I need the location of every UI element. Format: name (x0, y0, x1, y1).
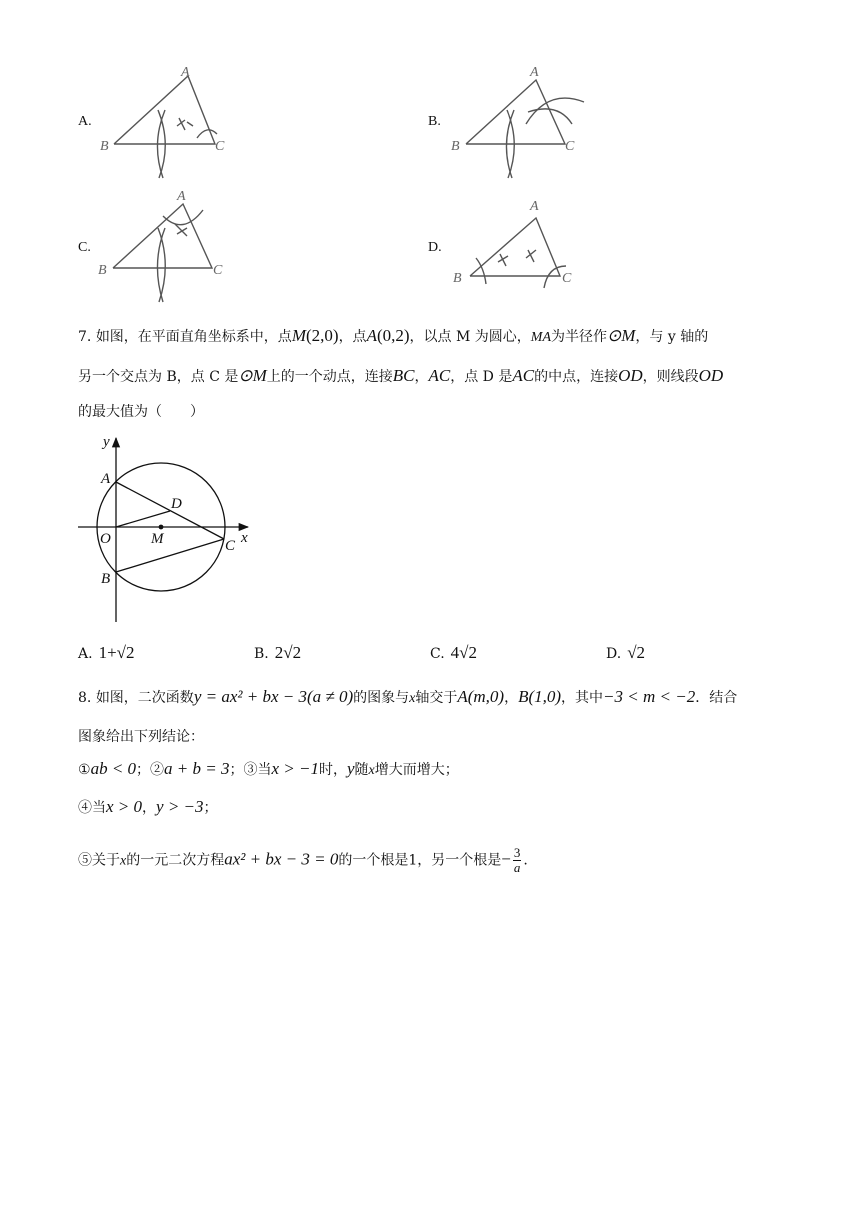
q7-math: MA (530, 330, 551, 345)
q7-text: ，则线段 (642, 369, 699, 385)
q7-math: ⊙M (607, 326, 636, 345)
q8-text: 如图，二次函数 (95, 690, 194, 706)
q7-text: 为半径作 (551, 329, 607, 345)
q8-line1 (78, 687, 737, 709)
q8-text: ④当 (78, 800, 106, 816)
vertex-c: C (213, 263, 223, 278)
q8-math: −3 < m < −2 (603, 687, 696, 706)
q8-math: a + b = 3 (164, 759, 230, 778)
q7-math: A (366, 326, 377, 345)
q7-math: M (291, 326, 306, 345)
q7-text: ，与 y 轴的 (635, 329, 709, 345)
point-d-label: D (171, 496, 182, 512)
q7-figure (76, 432, 266, 624)
option-b-figure (448, 62, 588, 182)
option-c-label[interactable]: C. (78, 240, 91, 255)
q8-text: ，其中 (561, 690, 604, 706)
vertex-a: A (530, 65, 539, 80)
q8-conclusions-1-3 (78, 759, 459, 781)
point-a-label: A (101, 471, 111, 487)
q8-text: ； (136, 762, 151, 778)
option-a-figure (95, 62, 235, 182)
q8-math: y (347, 759, 355, 778)
option-label: B. (254, 646, 269, 662)
q8-text: 的图象与 (353, 690, 410, 706)
q7-option-d[interactable] (606, 643, 645, 663)
q7-option-b[interactable] (254, 643, 301, 663)
q8-text: 时， (319, 762, 347, 778)
point-b-label: B (101, 571, 111, 587)
q8-math: A(m,0) (457, 687, 505, 706)
q8-conclusion-5 (78, 846, 528, 875)
q7-text: 的中点，连接 (534, 369, 619, 385)
q7-text: ， (414, 369, 429, 385)
q7-math: (2,0) (305, 326, 339, 345)
q8-text: ， (504, 690, 519, 706)
q8-text: 轴交于 (415, 690, 458, 706)
axis-x-label: x (241, 530, 248, 546)
q7-math: (0,2) (376, 326, 410, 345)
q8-text: ， (142, 800, 157, 816)
vertex-c: C (562, 271, 572, 286)
q7-math: BC (392, 366, 415, 385)
q8-text: ．结合 (695, 690, 738, 706)
q8-text: 增大而增大； (374, 762, 459, 778)
q8-math: y > −3 (156, 797, 204, 816)
q7-text: 上的一个动点，连接 (266, 369, 393, 385)
option-label: C. (430, 646, 445, 662)
vertex-a: A (530, 199, 539, 214)
fraction (513, 846, 522, 875)
option-label: D. (606, 646, 622, 662)
q8-text: . (523, 852, 528, 869)
vertex-b: B (98, 263, 107, 278)
q7-math: AC (428, 366, 451, 385)
q8-text: ； (203, 800, 218, 816)
option-b-label[interactable]: B. (428, 114, 441, 129)
q7-text: 如图，在平面直角坐标系中，点 (95, 329, 292, 345)
q8-text: 随 (354, 762, 369, 778)
q8-text: ① (78, 762, 91, 778)
q8-math: ab < 0 (90, 759, 137, 778)
point-m-label: M (151, 531, 164, 547)
q8-math: − (501, 849, 511, 869)
option-c-figure (95, 186, 235, 306)
q7-option-c[interactable] (430, 643, 477, 663)
q8-math: x (368, 763, 375, 778)
q8-text: ⑤关于 (78, 852, 120, 869)
q7-text: 另一个交点为 B，点 C 是 (78, 369, 239, 385)
q7-line3: 的最大值为（ ） (78, 404, 204, 420)
q8-line2: 图象给出下列结论： (78, 729, 204, 745)
option-d-label[interactable]: D. (428, 240, 442, 255)
origin-label: O (100, 531, 111, 547)
q8-math: B(1,0) (518, 687, 562, 706)
q8-conclusion-4 (78, 797, 218, 818)
q8-math: x > 0 (106, 797, 143, 816)
q7-number: 7. (78, 329, 92, 345)
q8-math: ax² + bx − 3 = 0 (224, 849, 339, 869)
q8-number: 8. (78, 690, 92, 706)
vertex-a: A (181, 65, 190, 80)
q7-math: ⊙M (238, 366, 267, 385)
option-d-figure (448, 196, 588, 296)
option-value: √2 (627, 643, 646, 662)
fraction-denominator: a (513, 860, 521, 875)
option-value: 2√2 (274, 643, 302, 662)
vertex-c: C (215, 139, 225, 154)
q7-option-a[interactable] (78, 643, 134, 663)
q7-text: ，点 (338, 329, 367, 345)
q8-math: x > −1 (271, 759, 319, 778)
q8-text: ； (229, 762, 244, 778)
option-value: 4√2 (450, 643, 478, 662)
vertex-b: B (451, 139, 460, 154)
q8-text: 的一个根是1，另一个根是 (338, 852, 502, 869)
vertex-b: B (453, 271, 462, 286)
option-value: 1+√2 (98, 643, 135, 662)
q8-math: x (409, 691, 416, 706)
vertex-b: B (100, 139, 109, 154)
q7-line2 (78, 366, 723, 387)
q8-text: 的一元二次方程 (126, 852, 225, 869)
q8-text: ② (150, 762, 165, 778)
q7-line1 (78, 326, 708, 348)
q7-math: AC (512, 366, 535, 385)
q7-math: OD (618, 366, 643, 385)
q7-text: ，点 D 是 (450, 369, 513, 385)
axis-y-label: y (103, 434, 110, 450)
q8-text: ③当 (243, 762, 272, 778)
fraction-numerator: 3 (513, 845, 521, 860)
vertex-c: C (565, 139, 575, 154)
vertex-a: A (177, 189, 186, 204)
q8-math: x (120, 853, 127, 869)
option-a-label[interactable]: A. (78, 114, 92, 129)
q7-math: OD (698, 366, 724, 385)
option-label: A. (78, 646, 93, 662)
q8-math: y = ax² + bx − 3(a ≠ 0) (193, 687, 354, 706)
point-c-label: C (225, 538, 236, 554)
q7-text: ，以点 M 为圆心， (409, 329, 531, 345)
